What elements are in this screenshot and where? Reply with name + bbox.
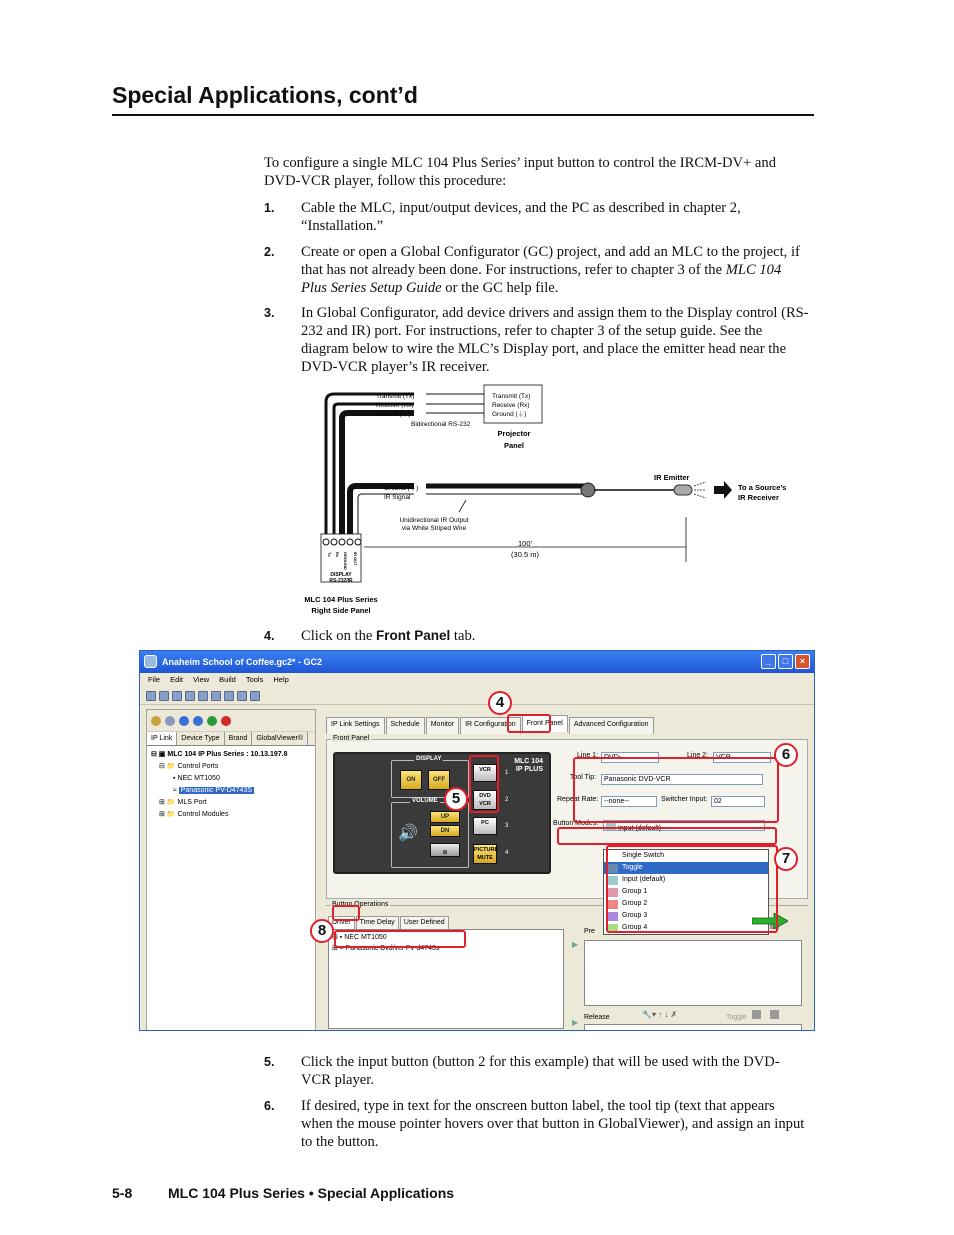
label-gnd-left: Ground (⏚) — [376, 411, 411, 418]
remove-icon[interactable] — [221, 716, 231, 726]
mode-option-group-4[interactable]: Group 4 — [604, 922, 768, 934]
callout-badge-4: 4 — [488, 691, 512, 715]
tree-panasonic[interactable]: ≈ Panasonic PV-D4743S — [173, 787, 253, 794]
toggle-box-icon[interactable] — [770, 1010, 779, 1019]
tab-schedule[interactable]: Schedule — [386, 717, 425, 734]
line1-input[interactable]: DVD- — [601, 752, 659, 763]
callout-mode-dropdown — [606, 845, 778, 933]
line2-label: Line 2: — [687, 752, 709, 759]
tab-front-panel[interactable]: Front Panel — [522, 715, 568, 732]
mode-option-group-3[interactable]: Group 3 — [604, 910, 768, 922]
add-icon[interactable] — [207, 716, 217, 726]
input-button-1[interactable]: VCR — [473, 764, 497, 782]
label-ir-signal: IR Signal — [384, 494, 411, 501]
callout-badge-8: 8 — [310, 919, 334, 943]
folder-icon[interactable] — [151, 716, 161, 726]
display-off-button[interactable]: OFF — [428, 770, 450, 790]
label-panel-2: Right Side Panel — [311, 606, 371, 615]
menu-tools[interactable]: Tools — [245, 675, 264, 684]
step-number: 3. — [264, 306, 275, 320]
label-gnd-right: Ground (⏚) — [492, 411, 527, 418]
step-number: 2. — [264, 245, 275, 259]
step-4 — [264, 627, 809, 645]
button-operations-label: Button Operations — [332, 901, 389, 908]
callout-front-panel-tab — [507, 714, 551, 733]
step-3 — [264, 304, 809, 376]
input-number-1: 1 — [505, 770, 509, 776]
step-text — [301, 243, 809, 297]
volume-down-button[interactable]: DN — [430, 825, 460, 837]
mode-option-input[interactable]: Input (default) — [604, 874, 768, 886]
label-tx-left: Transmit (Tx) — [376, 393, 415, 400]
tab-device-type[interactable]: Device Type — [177, 732, 224, 745]
step-text-part: Create or open a Global Configurator (GC) project, and add an MLC to the project, if that has not already been done. For instructions, refer to chapter 3 of the — [301, 244, 800, 278]
step-number: 5. — [264, 1055, 275, 1069]
upload-icon[interactable] — [237, 691, 247, 701]
toggle-label: Toggle — [726, 1014, 747, 1021]
step-2 — [264, 243, 809, 297]
tab-ip-link-settings[interactable]: IP Link Settings — [326, 717, 385, 734]
left-toolbar — [147, 710, 315, 732]
step-number: 6. — [264, 1099, 275, 1113]
release-label: Release — [584, 1014, 610, 1021]
window-titlebar[interactable] — [140, 651, 814, 673]
page-title: Special Applications, cont’d — [112, 82, 418, 108]
step-number: 4. — [264, 629, 275, 643]
switcher-input-label: Switcher Input: — [661, 796, 708, 803]
line1-label: Line 1: — [577, 752, 599, 759]
label-distance-ft: 100' — [518, 539, 532, 548]
callout-input-button-2 — [469, 755, 499, 813]
save-icon[interactable] — [172, 691, 182, 701]
open-icon[interactable] — [159, 691, 169, 701]
step-text: Click the input button (button 2 for this example) that will be used with the DVD-VCR player. — [301, 1054, 780, 1088]
step-text: If desired, type in text for the onscreen button label, the tool tip (text that appears when the mouse pointer hovers over that button in GlobalViewer), and assign an input to the button. — [301, 1098, 805, 1150]
tree-control-ports[interactable]: ⊟ 📁 Control Ports — [159, 763, 219, 770]
label-ir-emitter: IR Emitter — [654, 473, 690, 482]
tree-control-modules[interactable]: ⊞ 📁 Control Modules — [159, 811, 229, 818]
step-text-part: tab. — [450, 628, 476, 644]
close-button[interactable]: × — [795, 654, 810, 669]
step-number: 1. — [264, 201, 275, 215]
step-text — [301, 627, 809, 645]
port-label-1: DISPLAY — [330, 572, 352, 578]
toggle-box-icon[interactable] — [752, 1010, 761, 1019]
step-text: In Global Configurator, add device drivers and assign them to the Display control (RS-232 and IR) port. For instructions, refer to chapter 3 of the setup guide. See the diagram below to wire the MLC’s Display port, and place the emitter head near the DVD-VCR player’s IR receiver. — [301, 305, 809, 375]
release-tools: 🔧▾ ↑ ↓ ✗ — [642, 1010, 678, 1019]
volume-label: VOLUME — [412, 798, 438, 804]
tab-brand[interactable]: Brand — [225, 732, 253, 745]
driver-item-nec[interactable]: ⊞ ▪ NEC MT1050 — [332, 934, 387, 941]
gc2-screenshot — [139, 650, 815, 1031]
tab-time-delay[interactable]: Time Delay — [356, 916, 399, 929]
minimize-button[interactable]: _ — [761, 654, 776, 669]
tooltip-label: Tool Tip: — [570, 774, 597, 781]
menu-file[interactable]: File — [148, 675, 161, 684]
press-label: Pre — [584, 928, 595, 935]
port-label-2: RS-232/IR — [329, 578, 353, 584]
project-tree — [147, 746, 315, 824]
volume-up-button[interactable]: UP — [430, 811, 460, 823]
pin-tx: Tx — [327, 552, 332, 557]
repeat-rate-select[interactable]: --none-- — [601, 796, 657, 807]
arrow-up-icon[interactable] — [193, 716, 203, 726]
tab-driver[interactable]: Driver — [328, 916, 355, 929]
device-icon[interactable] — [165, 716, 175, 726]
press-list[interactable] — [584, 940, 802, 1006]
step-text: Cable the MLC, input/output devices, and the PC as described in chapter 2, “Installation.” — [301, 200, 741, 234]
display-label: DISPLAY — [416, 756, 442, 762]
step-text-part: or the GC help file. — [441, 280, 559, 296]
callout-badge-5: 5 — [444, 787, 468, 811]
tree-root[interactable]: ⊟ ▣ MLC 104 IP Plus Series : 10.13.197.8 — [151, 751, 288, 758]
release-list[interactable] — [584, 1024, 802, 1031]
pin-rx: Rx — [335, 552, 340, 558]
label-rx-left: Receive (Rx) — [376, 402, 414, 409]
display-on-button[interactable]: ON — [400, 770, 422, 790]
driver-item-panasonic[interactable]: ⊞ ≈ Panasonic Dvd/vcr Pv-d4743s — [332, 945, 440, 952]
tab-ir-configuration[interactable]: IR Configuration — [460, 717, 521, 734]
menu-help[interactable]: Help — [273, 675, 289, 684]
pin-ir-out: IR OUT — [353, 552, 358, 566]
tooltip-input[interactable]: Panasonic DVD-VCR — [601, 774, 763, 785]
callout-badge-7: 7 — [774, 847, 798, 871]
step-text-part: Click on the — [301, 628, 376, 644]
main-tabs — [326, 717, 655, 734]
label-source-1: To a Source’s — [738, 483, 787, 492]
speaker-icon: 🔊 — [398, 825, 418, 842]
input-number-4: 4 — [505, 850, 509, 856]
volume-section — [391, 798, 469, 868]
help-icon[interactable] — [250, 691, 260, 701]
label-bidirectional: Bidirectional RS-232 — [411, 421, 471, 428]
callout-driver-item — [334, 930, 466, 948]
paste-icon[interactable] — [211, 691, 221, 701]
label-uni-2: via White Striped Wire — [401, 525, 467, 532]
callout-badge-6: 6 — [774, 743, 798, 767]
input-button-4[interactable]: PICTURE MUTE — [473, 844, 497, 864]
front-panel-label: Front Panel — [333, 735, 370, 742]
tab-advanced-configuration[interactable]: Advanced Configuration — [569, 717, 654, 734]
arrow-down-icon[interactable] — [179, 716, 189, 726]
tab-user-defined[interactable]: User Defined — [400, 916, 449, 929]
toolbar — [140, 687, 814, 705]
menu-edit[interactable]: Edit — [170, 675, 184, 684]
left-tabs — [147, 732, 315, 746]
label-tx-right: Transmit (Tx) — [492, 393, 531, 400]
mute-icon[interactable]: ⊘ — [430, 843, 460, 857]
device-model: MLC 104 IP PLUS — [514, 758, 543, 773]
intro-paragraph: To configure a single MLC 104 Plus Series’ input button to control the IRCM-DV+ and DVD-VCR player, follow this procedure: — [264, 155, 776, 189]
switcher-input-select[interactable]: 02 — [711, 796, 765, 807]
label-uni-1: Unidirectional IR Output — [399, 517, 469, 524]
step-5 — [264, 1053, 809, 1089]
page-number: 5-8 — [112, 1185, 133, 1201]
mlc-device-image — [333, 752, 551, 874]
new-icon[interactable] — [146, 691, 156, 701]
menu-build[interactable]: Build — [219, 675, 236, 684]
front-panel-term: Front Panel — [376, 628, 451, 643]
label-distance-m: (30.5 m) — [511, 550, 539, 559]
left-pane — [146, 709, 316, 1031]
tab-globalviewer[interactable]: GlobalViewer® — [252, 732, 308, 745]
menu-view[interactable]: View — [193, 675, 210, 684]
label-projector-1: Projector — [497, 429, 531, 438]
app-icon — [144, 655, 157, 668]
wiring-diagram — [296, 382, 816, 622]
step-1 — [264, 199, 809, 235]
tab-monitor[interactable]: Monitor — [426, 717, 459, 734]
tree-nec[interactable]: ▪ NEC MT1050 — [173, 775, 220, 782]
arrow-right-icon[interactable]: ▶ — [572, 940, 579, 949]
pin-ground: GROUND — [343, 552, 348, 570]
input-button-2[interactable]: DVD VCR — [473, 790, 497, 810]
mode-option-single-switch[interactable]: Single Switch — [604, 850, 768, 862]
mode-option-toggle[interactable]: Toggle — [604, 862, 768, 874]
mode-option-group-2[interactable]: Group 2 — [604, 898, 768, 910]
callout-driver-tab — [332, 905, 360, 921]
label-rx-right: Receive (Rx) — [492, 402, 530, 409]
line2-input[interactable]: VCR — [713, 752, 771, 763]
title-rule — [112, 114, 814, 116]
input-number-2: 2 — [505, 797, 509, 803]
button-modes-label: Button Modes: — [553, 820, 599, 827]
callout-button-modes — [557, 827, 777, 845]
tree-mls-port[interactable]: ⊞ 📁 MLS Port — [159, 799, 207, 806]
label-projector-2: Panel — [503, 441, 525, 450]
label-panel-1: MLC 104 Plus Series — [304, 595, 378, 604]
tab-ip-link[interactable]: IP Link — [147, 732, 177, 745]
mode-option-group-1[interactable]: Group 1 — [604, 886, 768, 898]
setup-guide-title: MLC 104 Plus Series Setup Guide — [301, 262, 782, 296]
callout-label-fields — [573, 757, 779, 823]
arrow-right-icon[interactable]: ▶ — [572, 1018, 579, 1027]
repeat-rate-label: Repeat Rate: — [557, 796, 599, 803]
input-button-3[interactable]: PC — [473, 817, 497, 835]
step-6 — [264, 1097, 809, 1151]
input-number-3: 3 — [505, 823, 509, 829]
button-modes-select[interactable]: Input (default) — [603, 820, 765, 831]
cut-icon[interactable] — [185, 691, 195, 701]
footer-text: MLC 104 Plus Series • Special Applications — [168, 1185, 455, 1201]
menu-bar — [140, 673, 814, 687]
copy-icon[interactable] — [198, 691, 208, 701]
window-title: Anaheim School of Coffee.gc2* - GC2 — [162, 657, 323, 667]
build-icon[interactable] — [224, 691, 234, 701]
label-ir-ground: Ground (⏚) — [384, 485, 419, 492]
maximize-button[interactable]: □ — [778, 654, 793, 669]
label-source-2: IR Receiver — [738, 493, 779, 502]
